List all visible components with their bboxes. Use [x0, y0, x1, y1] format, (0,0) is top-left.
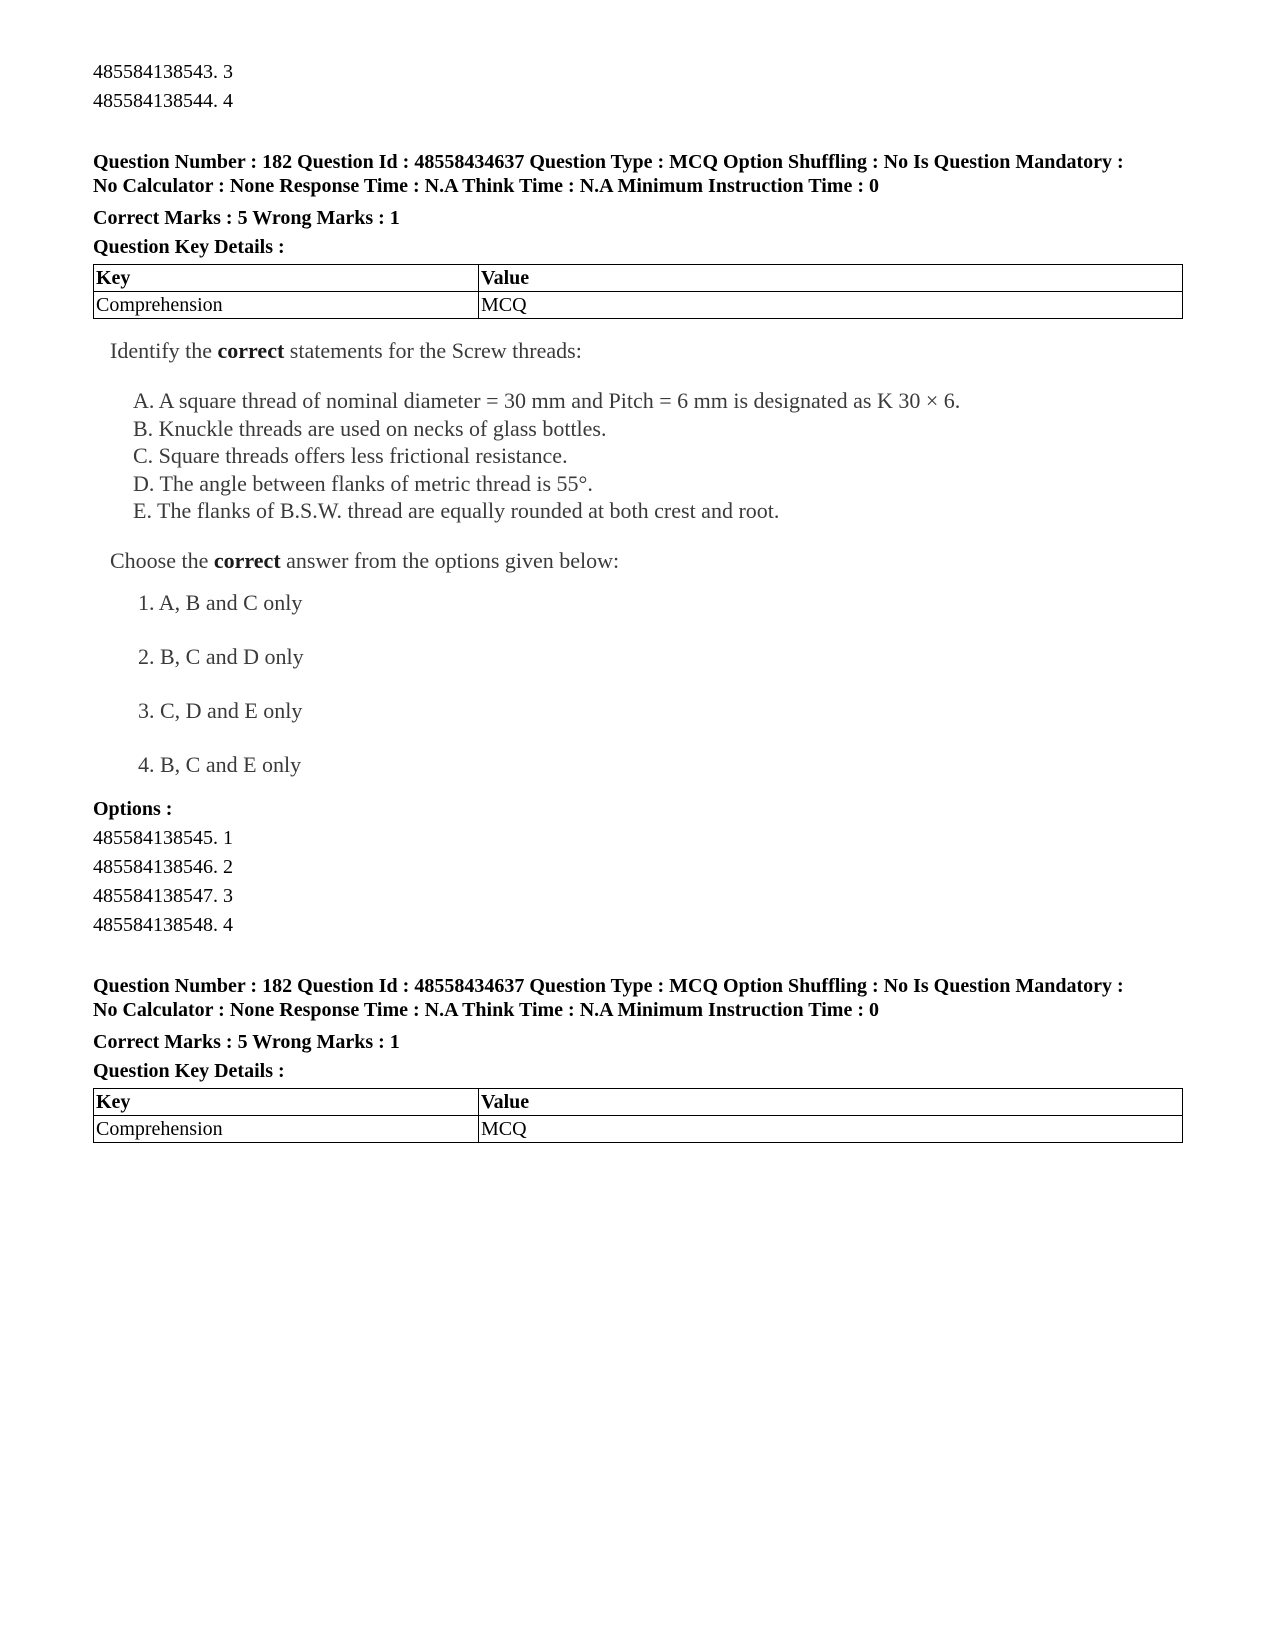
question-header-line2: No Calculator : None Response Time : N.A Think Time : N.A Minimum Instruction Time : 0 — [93, 998, 879, 1021]
question-block — [93, 150, 1183, 319]
key-details-table — [93, 264, 1183, 319]
table-row — [94, 292, 1183, 319]
table-row — [94, 1115, 1183, 1142]
answer-choice: 1. A, B and C only — [138, 589, 303, 615]
marks-line: Correct Marks : 5 Wrong Marks : 1 — [93, 1030, 400, 1053]
statement-item: C. Square threads offers less frictional resistance. — [133, 443, 568, 468]
statement-item: E. The flanks of B.S.W. thread are equally rounded at both crest and root. — [133, 498, 780, 523]
marks-line: Correct Marks : 5 Wrong Marks : 1 — [93, 207, 400, 229]
question-block — [93, 974, 1183, 1143]
table-header-value: Value — [479, 265, 1183, 292]
table-header-key: Key — [94, 265, 479, 292]
question-content — [110, 337, 1050, 779]
table-cell-value: MCQ — [479, 292, 1183, 319]
statement-item: B. Knuckle threads are used on necks of glass bottles. — [133, 415, 607, 441]
answer-choice-list — [138, 589, 1050, 779]
previous-options-list — [93, 58, 1183, 116]
key-details-label: Question Key Details : — [93, 236, 285, 258]
choose-instruction: Choose the correct answer from the options given below: — [110, 547, 620, 573]
statement-list — [133, 387, 1050, 525]
table-cell-value: MCQ — [479, 1115, 1183, 1142]
table-header-value: Value — [479, 1088, 1183, 1115]
statement-item: A. A square thread of nominal diameter = 30 mm and Pitch = 6 mm is designated as K 30 × 6. — [133, 388, 961, 413]
options-label: Options : — [93, 797, 173, 820]
table-cell-key: Comprehension — [94, 1115, 479, 1142]
option-item: 485584138546. 2 — [93, 855, 233, 878]
table-header-row — [94, 1088, 1183, 1115]
options-section — [93, 795, 1183, 940]
table-header-row — [94, 265, 1183, 292]
answer-choice: 2. B, C and D only — [138, 643, 304, 669]
option-item: 485584138545. 1 — [93, 826, 233, 849]
option-item: 485584138543. 3 — [93, 61, 233, 83]
option-item: 485584138548. 4 — [93, 913, 233, 936]
option-item: 485584138544. 4 — [93, 90, 233, 112]
question-intro: Identify the correct statements for the Screw threads: — [110, 338, 582, 363]
table-cell-key: Comprehension — [94, 292, 479, 319]
question-header-line1: Question Number : 182 Question Id : 48558434637 Question Type : MCQ Option Shuffling : No Is Question Mandatory : — [93, 974, 1124, 997]
option-item: 485584138547. 3 — [93, 884, 233, 907]
statement-item: D. The angle between flanks of metric thread is 55°. — [133, 470, 593, 496]
key-details-table — [93, 1088, 1183, 1143]
table-header-key: Key — [94, 1088, 479, 1115]
question-header — [93, 974, 1183, 1022]
document-page — [93, 58, 1183, 1143]
question-header — [93, 150, 1183, 198]
answer-choice: 4. B, C and E only — [138, 751, 302, 777]
question-header-line2: No Calculator : None Response Time : N.A Think Time : N.A Minimum Instruction Time : 0 — [93, 175, 879, 197]
question-header-line1: Question Number : 182 Question Id : 48558434637 Question Type : MCQ Option Shuffling : No Is Question Mandatory : — [93, 151, 1124, 173]
key-details-label: Question Key Details : — [93, 1059, 285, 1082]
answer-choice: 3. C, D and E only — [138, 697, 303, 723]
